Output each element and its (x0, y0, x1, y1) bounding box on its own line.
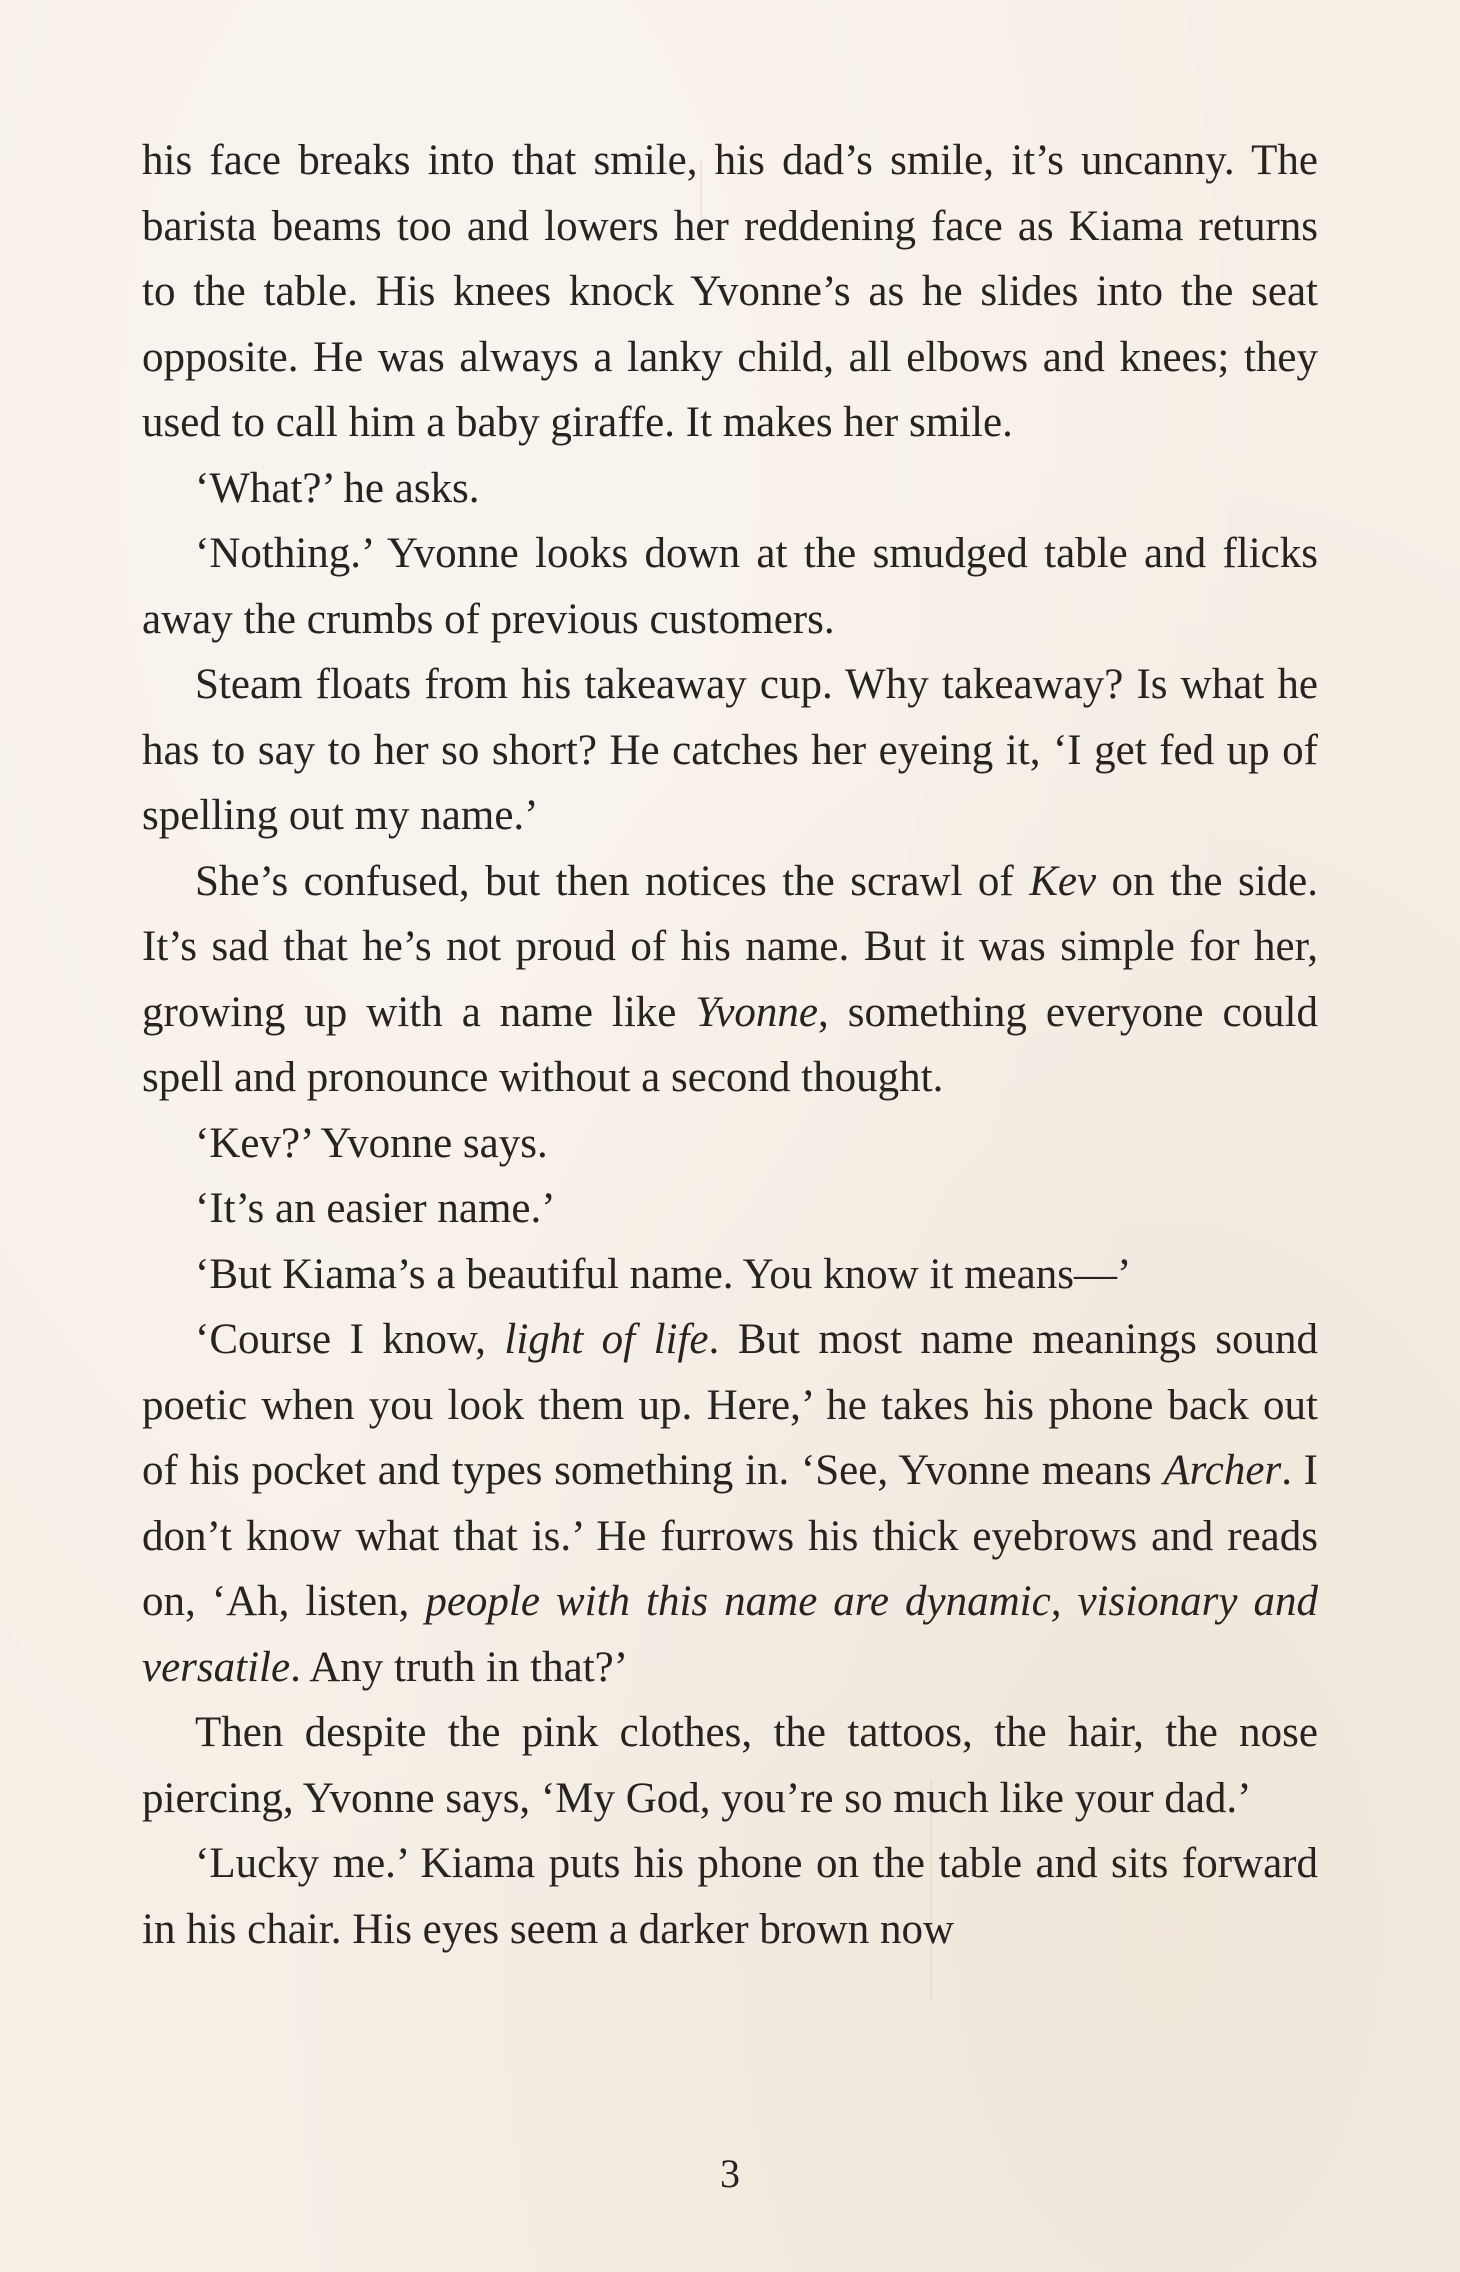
paragraph (142, 1831, 1318, 1962)
paragraph (142, 128, 1318, 456)
text-run: . But most name meanings sound poetic when you look them up. Here,’ he takes his phone back out of his pocket and types something in. ‘See, Yvonne means (142, 1316, 1319, 1494)
italic-run: light of life (504, 1316, 709, 1363)
text-run: ‘Lucky me.’ Kiama puts his phone on the table and sits forward in his chair. His eyes seem a darker brown now (142, 1840, 1318, 1953)
text-run: , something everyone could spell and pronounce without a second thought. (142, 988, 1318, 1101)
text-run: ‘Nothing.’ Yvonne looks down at the smudged table and flicks away the crumbs of previous customers. (142, 530, 1318, 643)
paragraph (142, 652, 1318, 849)
paragraph (142, 1176, 1318, 1242)
paragraph (142, 1242, 1318, 1308)
text-run: ‘But Kiama’s a beautiful name. You know it means—’ (195, 1250, 1132, 1298)
paragraph (142, 1700, 1318, 1831)
text-run: Then despite the pink clothes, the tattoos, the hair, the nose piercing, Yvonne says, ‘My God, you’re so much like your dad.’ (142, 1709, 1318, 1822)
italic-run: Yvonne (695, 988, 819, 1036)
text-run: Steam floats from his takeaway cup. Why takeaway? Is what he has to say to her so short? He catches her eyeing it, ‘I get fed up of spelling out my name.’ (142, 661, 1318, 839)
text-run: on the side. It’s sad that he’s not proud of his name. But it was simple for her, growing up with a name like (142, 857, 1318, 1036)
text-run: . I don’t know what that is.’ He furrows his thick eyebrows and reads on, ‘Ah, listen, (142, 1447, 1318, 1625)
text-run: She’s confused, but then notices the scrawl of (195, 857, 1030, 905)
italic-run: people with this name are dynamic, visionary and versatile (142, 1578, 1318, 1691)
paragraph (142, 1307, 1318, 1700)
paragraph (142, 456, 1318, 522)
italic-run: Archer (1163, 1447, 1282, 1494)
text-run: . Any truth in that?’ (290, 1643, 629, 1691)
body-text (142, 128, 1318, 1962)
text-run: ‘What?’ he asks. (195, 464, 480, 512)
paragraph (142, 1111, 1318, 1177)
text-run: ‘Course I know, (195, 1316, 505, 1363)
paragraph (142, 849, 1318, 1111)
text-run: ‘It’s an easier name.’ (195, 1185, 556, 1232)
page-number: 3 (720, 2151, 740, 2196)
text-run: ‘Kev?’ Yvonne says. (195, 1119, 548, 1167)
text-run: his face breaks into that smile, his dad’s smile, it’s uncanny. The barista beams too and lowers her reddening face as Kiama returns to the table. His knees knock Yvonne’s as he slides into the seat opposite. He was always a lanky child, all elbows and knees; they used to call him a baby giraffe. It makes her smile. (142, 137, 1318, 446)
paragraph (142, 521, 1318, 652)
italic-run: Kev (1029, 857, 1097, 905)
